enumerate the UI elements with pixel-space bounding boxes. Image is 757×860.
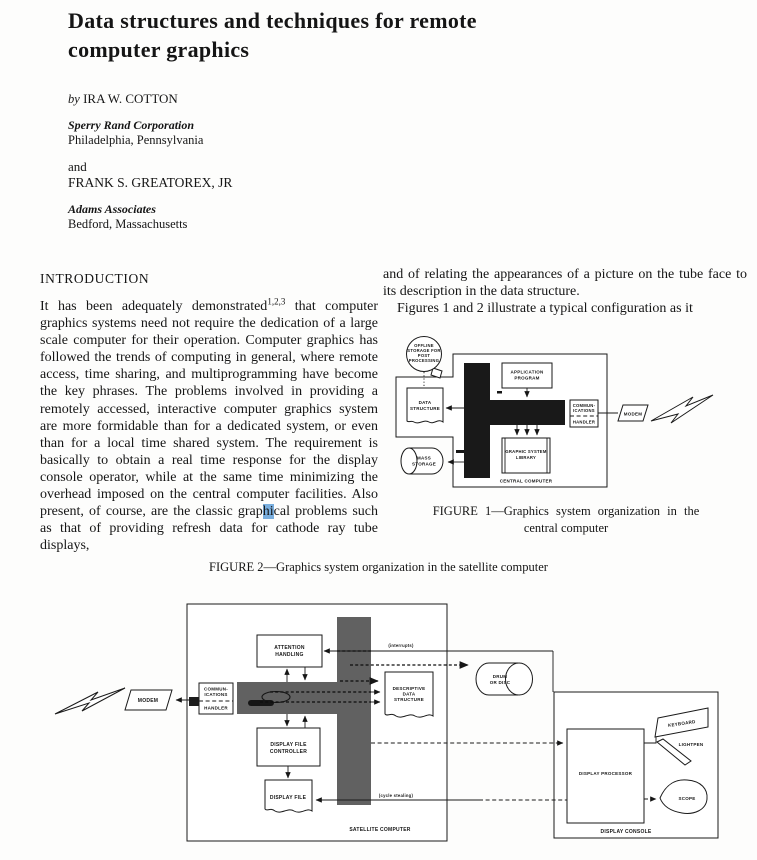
- ink-smudge: [497, 391, 502, 394]
- intro-paragraph: [40, 298, 378, 554]
- svg-text:HANDLING: HANDLING: [275, 652, 304, 658]
- offline-storage-label: OFFLINE: [414, 343, 434, 348]
- right-column: [383, 266, 747, 317]
- display-console-label: DISPLAY CONSOLE: [600, 829, 652, 835]
- author2-org: Adams Associates: [68, 202, 156, 216]
- lightning-bolt-icon: [651, 395, 713, 423]
- figure1-caption-line1: FIGURE 1—Graphics system organization in the: [432, 504, 700, 518]
- descriptive-data-structure-label: DESCRIPTIVE: [392, 686, 426, 691]
- graphic-system-library-label: GRAPHIC SYSTEM: [505, 449, 547, 454]
- svg-text:LIBRARY: LIBRARY: [515, 455, 537, 460]
- drum-or-disc-label: DRUM: [492, 674, 508, 679]
- lightning-bolt-icon: [55, 688, 125, 714]
- figure2-caption: FIGURE 2—Graphics system organization in the satellite computer: [209, 560, 548, 574]
- attention-handling-node: [257, 635, 322, 667]
- svg-text:PROCESSING: PROCESSING: [408, 358, 440, 363]
- application-program-label: APPLICATION: [510, 369, 544, 375]
- display-processor-box: [567, 729, 644, 823]
- author2-city: Bedford, Massachusetts: [68, 217, 188, 231]
- svg-text:OR DISC: OR DISC: [489, 680, 511, 685]
- descriptive-data-structure-node: [385, 672, 433, 717]
- fig1-comm-handler-node: [570, 400, 598, 427]
- svg-text:DATA: DATA: [402, 691, 416, 697]
- lightpen-label: LIGHTPEN: [678, 742, 704, 747]
- introduction-heading: INTRODUCTION: [40, 271, 150, 286]
- figure1-caption: [403, 503, 729, 537]
- application-program-node: [502, 363, 552, 388]
- ink-smudge: [456, 450, 464, 453]
- paper-title: [68, 6, 628, 64]
- svg-text:ICATIONS: ICATIONS: [204, 692, 228, 697]
- display-processor-label: DISPLAY PROCESSOR: [578, 771, 633, 776]
- svg-text:STRUCTURE: STRUCTURE: [394, 697, 424, 702]
- svg-text:STORAGE: STORAGE: [412, 461, 436, 467]
- figure2-diagram: [30, 600, 757, 858]
- display-file-node: [265, 780, 312, 812]
- paper-title-line2: computer graphics: [68, 37, 250, 62]
- cycle-stealing-label: (cycle stealing): [378, 793, 414, 798]
- svg-text:HANDLER: HANDLER: [204, 705, 228, 711]
- ink-smudge: [248, 700, 274, 706]
- modem-label: MODEM: [623, 411, 643, 417]
- svg-text:CONTROLLER: CONTROLLER: [269, 749, 308, 755]
- mass-storage-node: [401, 448, 443, 474]
- byline-author1: [68, 91, 178, 107]
- author1-city: Philadelphia, Pennsylvania: [68, 133, 204, 147]
- satellite-computer-label: SATELLITE COMPUTER: [349, 827, 411, 833]
- svg-text:POST: POST: [417, 353, 431, 358]
- svg-text:ICATIONS: ICATIONS: [573, 408, 595, 413]
- offline-storage-node: [407, 337, 443, 379]
- display-processor-node: [567, 729, 644, 823]
- central-computer-label: CENTRAL COMPUTER: [499, 478, 553, 484]
- paper-title-line1: Data structures and techniques for remote: [68, 8, 477, 33]
- svg-text:PROGRAM: PROGRAM: [514, 375, 540, 381]
- intro-text-end: cal problems such as that of providing refresh data for cathode ray tube displays,: [40, 504, 378, 554]
- queues-shaded-horizontal-band: [237, 682, 371, 714]
- attention-handling-label: ATTENTION: [274, 645, 305, 651]
- intro-text-start: It has been adequately demonstrated: [40, 299, 268, 314]
- svg-text:HANDLER: HANDLER: [572, 419, 596, 425]
- display-file-controller-label: DISPLAY FILE: [270, 742, 307, 748]
- graphic-system-library-node: [502, 438, 550, 473]
- display-file-label: DISPLAY FILE: [269, 795, 307, 801]
- fig1-modem-node: [618, 405, 648, 421]
- right-paragraph-figures: Figures 1 and 2 illustrate a typical configuration as it: [397, 301, 693, 317]
- svg-text:STORAGE FOR: STORAGE FOR: [407, 348, 441, 353]
- drum-or-disc-node: [476, 663, 533, 695]
- attention-handling-box: [257, 635, 322, 667]
- data-structure-node: [407, 388, 443, 423]
- display-file-controller-node: [257, 728, 320, 766]
- comm-handler-label: COMMUN-: [204, 686, 228, 692]
- left-column: [40, 271, 378, 554]
- figure1-caption-line2: central computer: [523, 521, 609, 535]
- reference-superscript: 1,2,3: [267, 296, 286, 307]
- comm-handler-label: COMMUN-: [572, 403, 596, 408]
- mass-storage-label: MASS: [416, 455, 432, 461]
- svg-text:STRUCTURE: STRUCTURE: [410, 406, 440, 411]
- scope-label: SCOPE: [678, 796, 696, 801]
- author1-name: IRA W. COTTON: [83, 91, 178, 106]
- author2-name: FRANK S. GREATOREX, JR: [68, 175, 233, 190]
- fig2-comm-handler-node: [199, 683, 233, 714]
- and-label: and: [68, 159, 87, 174]
- right-paragraph-continued: and of relating the appearances of a picture on the tube face to its description in the data structure.: [383, 267, 747, 300]
- intro-text-mid: that computer graphics systems need not require the dedication of a large scale computer for their operation. Computer graphics has followed the trends of computing in general, where remote access, time sharing, and multiprogramming have become the key phrases. The problems involved in providing a remotely accessed, interactive computer graphics system are more formidable than for a dedicated system, or even than for a local time shared system. The requirement is basically to obtain a real time response for the display console operator, while at the same time minimizing the overhead imposed on the central computer facilities. Also present, of course, are the classic grap: [40, 299, 378, 520]
- data-structure-label: DATA: [418, 400, 432, 405]
- keyboard-label: KEYBOARD: [667, 719, 696, 728]
- fig2-modem-node: [125, 690, 172, 710]
- by-label: by: [68, 92, 80, 106]
- selection-highlight: hi: [262, 504, 274, 520]
- author1-org: Sperry Rand Corporation: [68, 118, 195, 132]
- interrupts-label: (interrupts): [388, 643, 414, 648]
- modem-label: MODEM: [137, 698, 159, 704]
